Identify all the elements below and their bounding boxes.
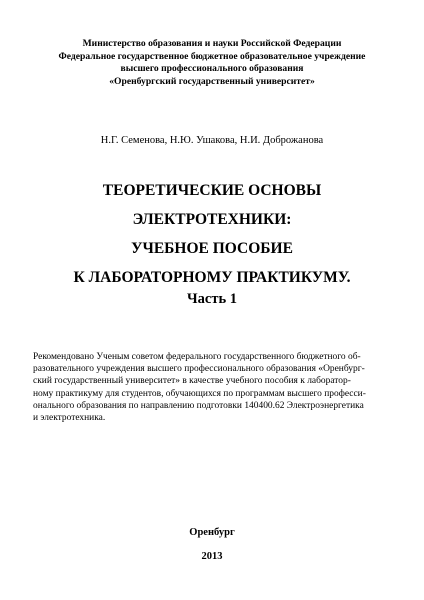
recommendation-text xyxy=(33,351,393,424)
recommendation-line-4: ному практикуму для студентов, обучающихся по программам высшего професси- xyxy=(33,388,366,399)
title-line-4: К ЛАБОРАТОРНОМУ ПРАКТИКУМУ. xyxy=(73,269,351,286)
publication-city: Оренбург xyxy=(189,527,235,538)
institution-type-line: Федеральное государственное бюджетное образовательное учреждение xyxy=(58,50,366,62)
title-line-1: ТЕОРЕТИЧЕСКИЕ ОСНОВЫ xyxy=(102,182,322,199)
publication-year: 2013 xyxy=(201,551,223,562)
part-number: Часть 1 xyxy=(187,291,237,307)
title-line-2: ЭЛЕКТРОТЕХНИКИ: xyxy=(132,211,292,228)
recommendation-line-5: онального образования по направлению подготовки 140400.62 Электроэнергетика xyxy=(33,400,364,411)
book-title xyxy=(0,176,424,292)
title-line-3: УЧЕБНОЕ ПОСОБИЕ xyxy=(131,240,293,257)
recommendation-line-1: Рекомендовано Ученым советом федерального государственного бюджетного об- xyxy=(33,352,361,362)
recommendation-line-6: и электротехника. xyxy=(33,413,106,424)
institution-header xyxy=(0,38,424,88)
recommendation-line-2: разовательного учреждения высшего профессионального образования «Оренбург- xyxy=(33,364,365,375)
education-level-line: высшего профессионального образования xyxy=(120,63,304,74)
university-name-line: «Оренбургский государственный университет» xyxy=(109,75,315,87)
authors: Н.Г. Семенова, Н.Ю. Ушакова, Н.И. Доброжанова xyxy=(100,135,324,146)
ministry-line: Министерство образования и науки Российской Федерации xyxy=(82,38,342,49)
recommendation-line-3: ский государственный университет» в качестве учебного пособия к лаборатор- xyxy=(33,376,351,387)
